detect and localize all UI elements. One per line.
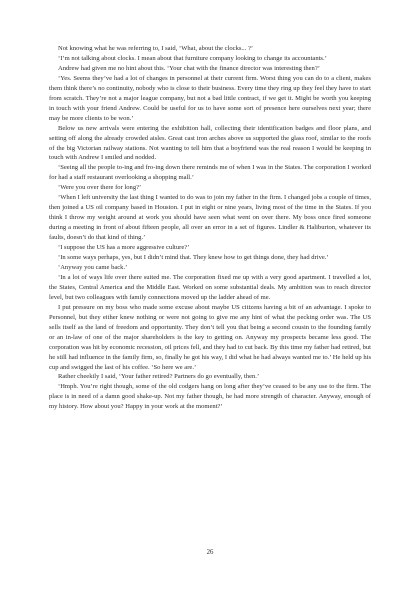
paragraph: ‘Were you over there for long?’ [58, 184, 142, 192]
paragraph: ‘In a lot of ways life over there suited me. The corporation fixed me up with a very good apartment. I travelled a lot, the States, Central America and the Middle East. Worked on some substantial deals. My ambition was to reach director level, but two colleagues with family connections moved up the ladder ahead of me. [49, 273, 371, 301]
page-body [49, 44, 371, 412]
paragraph: ‘In some ways perhaps, yes, but I didn’t mind that. They knew how to get things done, they had drive.’ [58, 254, 329, 262]
paragraph: ‘Seeing all the people to-ing and fro-ing down there reminds me of when I was in the States. The corporation I worked for had a staff restaurant overlooking a shopping mall.’ [49, 164, 371, 182]
paragraph: ‘Hmph. You’re right though, some of the old codgers hang on long after they’ve ceased to be any use to the firm. The place is in need of a damn good shake-up. Not my father though, he had more strength of character. Anyway, enough of my history. How about you? Happy in your work at the moment?’ [49, 383, 371, 411]
paragraph: ‘I’m not talking about clocks. I mean about that furniture company looking to change its accountants.’ [58, 54, 327, 62]
paragraph: Rather cheekily I said, ‘Your father retired? Partners do go eventually, then.’ [58, 373, 260, 381]
paragraph: I put pressure on my boss who made some excuse about maybe US citizens having a bit of an advantage. I spoke to Personnel, but they either knew nothing or were not going to give me any hint of what the pecking order was. The US sells itself as the land of freedom and opportunity. They don’t tell you that being a second cousin to the founding family or an in-law of one of the major shareholders is the key to getting on. Anyway my prospects became less good. The corporation was hit by economic recession, oil prices fell, and they had to cut back. By this time my father had retired, but he still had influence in the family firm, so, finally he got his way, I did what he had always wanted me to.’ He held up his cup and swigged the last of his coffee. ‘So here we are.’ [49, 303, 371, 371]
paragraph: Below us new arrivals were entering the exhibition hall, collecting their identification badges and floor plans, and setting off along the already crowded aisles. Great cast iron arches above us supported the glass roof, similar to the roofs of the big Victorian railway stations. Not wanting to tell him that a boyfriend was the real reason I would be keeping in touch with Andrew I smiled and nodded. [49, 124, 371, 162]
paragraph: ‘I suppose the US has a more aggressive culture?’ [58, 244, 190, 252]
paragraph: ‘Anyway you came back.’ [58, 263, 128, 271]
paragraph: ‘Yes. Seems they’ve had a lot of changes in personnel at their current firm. Worst thing you can do to a client, makes them think there’s no continuity, nobody who is close to their business. Every time they ring up they feel they have to start from scratch. They’re not a major league company, but not a bad little contract, if we get it. Might be worth you keeping in touch with your friend Andrew. Could be useful for us to have some sort of presence here ourselves next year; there may be more clients to be won.’ [49, 74, 371, 122]
paragraph: ‘When I left university the last thing I wanted to do was to join my father in the firm. I changed jobs a couple of times, then joined a US oil company based in Houston. I put in eight or nine years, living most of the time in the States. If you think I throw my weight around at work you should have seen what went on over there. My boss once fired someone during a meeting in front of about fifteen people, all over an error in a set of figures. Lindler & Haliburton, whatever its faults, doesn’t do that kind of thing.’ [49, 194, 371, 242]
paragraph: Andrew had given me no hint about this. ‘Your chat with the finance director was interesting then?’ [58, 64, 320, 72]
page-number: 26 [206, 549, 214, 556]
paragraph: Not knowing what he was referring to, I said, ‘What, about the clocks... ?’ [58, 45, 254, 52]
